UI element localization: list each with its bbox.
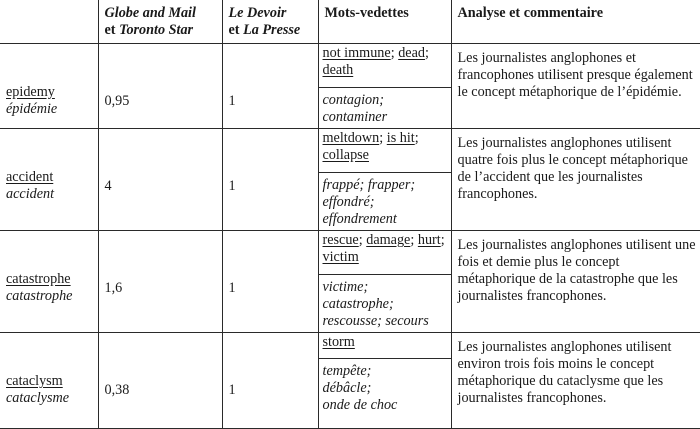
- keyword-english: is hit: [386, 130, 415, 146]
- keyword-english: not immune: [322, 45, 391, 61]
- ratio-english: 4: [98, 129, 222, 231]
- keyword-french-line: contaminer: [322, 109, 388, 125]
- term-english: epidemy: [6, 84, 55, 100]
- analysis-cell: Les journalistes anglophones utilisent environ trois fois moins le concept métaphorique du cataclysme que les journalistes francophones.: [451, 333, 700, 429]
- keyword-english: collapse: [322, 147, 369, 163]
- table-row: [0, 129, 700, 231]
- keyword-separator: ;: [414, 130, 419, 146]
- keyword-french-line: victime;: [322, 279, 369, 295]
- keyword-english: death: [322, 62, 354, 78]
- table-row: [0, 333, 700, 429]
- term-french: cataclysme: [6, 390, 70, 406]
- term-english: accident: [6, 169, 54, 185]
- header-english-line2: Toronto Star: [119, 22, 194, 38]
- header-english-conj: et: [104, 22, 120, 38]
- keyword-french-line: tempête;: [322, 363, 372, 379]
- keywords-french: [319, 275, 451, 332]
- term-french: catastrophe: [6, 288, 73, 304]
- header-french-papers: [222, 0, 318, 44]
- term-french: épidémie: [6, 101, 58, 117]
- keyword-english: hurt: [417, 232, 441, 248]
- analysis-cell: Les journalistes anglophones et francophones utilisent presque également le concept métaphorique de l’épidémie.: [451, 44, 700, 129]
- keywords-french: [319, 88, 451, 128]
- keyword-english: storm: [322, 334, 355, 350]
- keywords-english: [319, 333, 451, 359]
- ratio-french: 1: [222, 231, 318, 333]
- term-french: accident: [6, 186, 55, 202]
- header-keywords: Mots-vedettes: [318, 0, 451, 44]
- keyword-separator: ;: [379, 130, 384, 146]
- keywords-english: [319, 231, 451, 275]
- keyword-english: rescue: [322, 232, 359, 248]
- keywords-cell: [318, 231, 451, 333]
- keyword-english: meltdown: [322, 130, 380, 146]
- term-cell: [0, 44, 98, 129]
- keywords-english: [319, 129, 451, 173]
- header-french-line2: La Presse: [243, 22, 301, 38]
- term-english: catastrophe: [6, 271, 71, 287]
- analysis-cell: Les journalistes anglophones utilisent une fois et demie plus le concept métaphorique de la catastrophe que les journalistes francophones.: [451, 231, 700, 333]
- keyword-separator: ;: [358, 232, 363, 248]
- keywords-english: [319, 44, 451, 88]
- ratio-english: 1,6: [98, 231, 222, 333]
- keywords-cell: [318, 129, 451, 231]
- table-row: [0, 44, 700, 129]
- keyword-separator: ;: [424, 45, 429, 61]
- header-english-line1: Globe and Mail: [104, 5, 196, 21]
- keyword-separator: ;: [390, 45, 395, 61]
- term-cell: [0, 231, 98, 333]
- keyword-english: victim: [322, 249, 359, 265]
- ratio-english: 0,95: [98, 44, 222, 129]
- keyword-english: dead: [398, 45, 425, 61]
- keyword-french-line: catastrophe;: [322, 296, 394, 312]
- keyword-french-line: onde de choc: [322, 397, 398, 413]
- keyword-separator: ;: [440, 232, 445, 248]
- keyword-french-line: effondrement: [322, 211, 397, 227]
- keywords-french: [319, 173, 451, 230]
- keyword-french-line: effondré;: [322, 194, 375, 210]
- ratio-french: 1: [222, 129, 318, 231]
- ratio-french: 1: [222, 333, 318, 429]
- term-cell: [0, 129, 98, 231]
- keywords-cell: [318, 44, 451, 129]
- header-analysis: Analyse et commentaire: [451, 0, 700, 44]
- keywords-cell: [318, 333, 451, 429]
- keyword-separator: ;: [410, 232, 415, 248]
- keyword-french-line: contagion;: [322, 92, 384, 108]
- header-french-line1: Le Devoir: [228, 5, 287, 21]
- header-french-conj: et: [228, 22, 244, 38]
- keyword-french-line: rescousse; secours: [322, 313, 429, 329]
- analysis-cell: Les journalistes anglophones utilisent quatre fois plus le concept métaphorique de l’accident que les journalistes francophones.: [451, 129, 700, 231]
- header-english-papers: [98, 0, 222, 44]
- header-term: [0, 0, 98, 44]
- term-cell: [0, 333, 98, 429]
- ratio-french: 1: [222, 44, 318, 129]
- table-row: [0, 231, 700, 333]
- header-row: [0, 0, 700, 44]
- term-english: cataclysm: [6, 373, 63, 389]
- keyword-english: damage: [366, 232, 411, 248]
- keyword-french-line: frappé; frapper;: [322, 177, 416, 193]
- ratio-english: 0,38: [98, 333, 222, 429]
- keyword-french-line: débâcle;: [322, 380, 372, 396]
- keywords-french: [319, 359, 451, 416]
